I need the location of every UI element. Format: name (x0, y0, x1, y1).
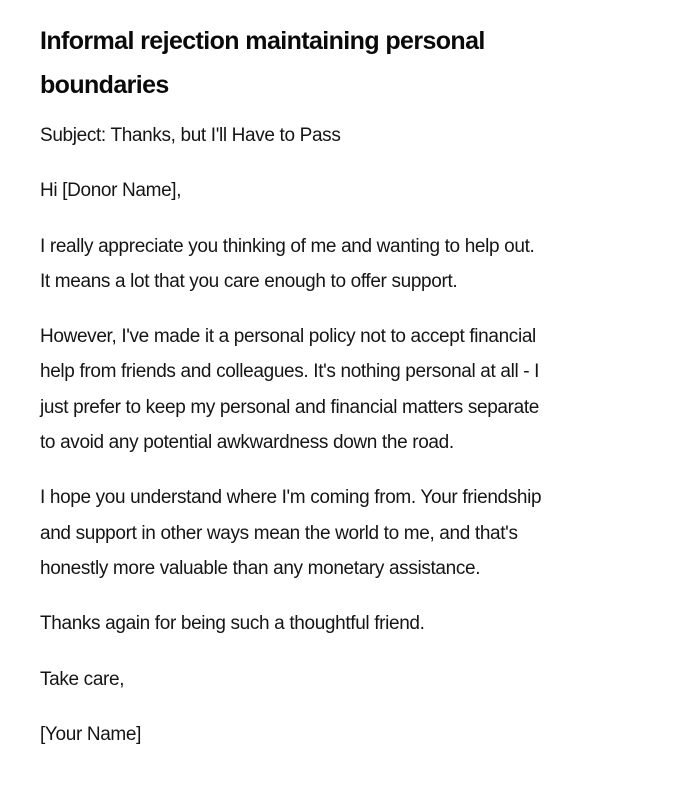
email-subject: Subject: Thanks, but I'll Have to Pass (40, 125, 341, 146)
document-title (40, 19, 650, 107)
paragraph-understanding (40, 480, 650, 586)
text-line: honestly more valuable than any monetary assistance. (40, 557, 481, 579)
title-line: boundaries (40, 71, 169, 99)
text-line: and support in other ways mean the world to me, and that's (40, 522, 518, 544)
greeting: Hi [Donor Name], (40, 180, 182, 202)
title-line: Informal rejection maintaining personal (40, 27, 485, 55)
paragraph-policy (40, 319, 650, 460)
text-line: to avoid any potential awkwardness down the road. (40, 432, 454, 454)
letter-document (40, 19, 650, 772)
text-line: just prefer to keep my personal and financial matters separate (40, 396, 539, 418)
text-line: I hope you understand where I'm coming from. Your friendship (40, 487, 542, 509)
text-line: help from friends and colleagues. It's nothing personal at all - I (40, 361, 540, 383)
closing: Take care, (40, 668, 125, 690)
text-line: However, I've made it a personal policy not to accept financial (40, 326, 536, 348)
text-line: It means a lot that you care enough to offer support. (40, 270, 458, 292)
text-line: Thanks again for being such a thoughtful friend. (40, 613, 425, 635)
text-line: I really appreciate you thinking of me and wanting to help out. (40, 235, 535, 257)
signature: [Your Name] (40, 723, 142, 745)
paragraph-thanks (40, 606, 650, 641)
paragraph-appreciation (40, 229, 650, 300)
